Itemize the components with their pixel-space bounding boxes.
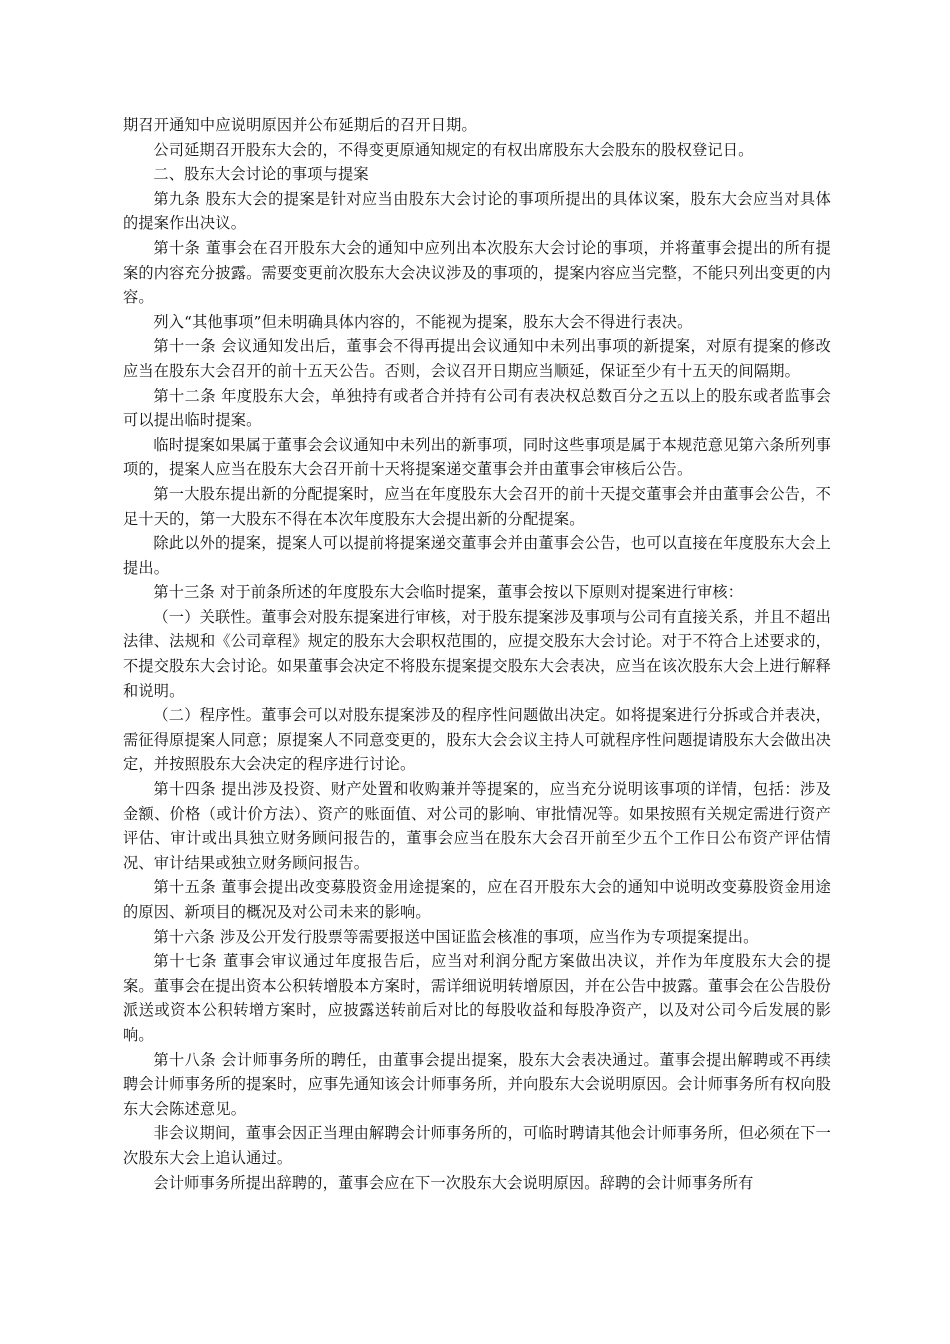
paragraph: 第十七条 董事会审议通过年度报告后，应当对利润分配方案做出决议，并作为年度股东大会的提案。董事会在提出资本公积转增股本方案时，需详细说明转增原因，并在公告中披露。董事会在公告股份派送或资本公积转增方案时，应披露送转前后对比的每股收益和每股净资产，以及对公司今后发展的影响。 — [123, 952, 831, 1044]
paragraph: 第一大股东提出新的分配提案时，应当在年度股东大会召开的前十天提交董事会并由董事会公告，不足十天的，第一大股东不得在本次年度股东大会提出新的分配提案。 — [123, 484, 831, 528]
paragraph: 第九条 股东大会的提案是针对应当由股东大会讨论的事项所提出的具体议案，股东大会应当对具体的提案作出决议。 — [123, 189, 831, 233]
paragraph: 第十八条 会计师事务所的聘任，由董事会提出提案，股东大会表决通过。董事会提出解聘或不再续聘会计师事务所的提案时，应事先通知该会计师事务所，并向股东大会说明原因。会计师事务所有权向股东大会陈述意见。 — [123, 1050, 831, 1118]
paragraph: 第十四条 提出涉及投资、财产处置和收购兼并等提案的，应当充分说明该事项的详情，包括：涉及金额、价格（或计价方法）、资产的账面值、对公司的影响、审批情况等。如果按照有关规定需进行资产评估、审计或出具独立财务顾问报告的，董事会应当在股东大会召开前至少五个工作日公布资产评估情况、审计结果或独立财务顾问报告。 — [123, 780, 831, 872]
paragraph: 除此以外的提案，提案人可以提前将提案递交董事会并由董事会公告，也可以直接在年度股东大会上提出。 — [123, 534, 831, 577]
paragraph: （二）程序性。董事会可以对股东提案涉及的程序性问题做出决定。如将提案进行分拆或合并表决，需征得原提案人同意；原提案人不同意变更的，股东大会会议主持人可就程序性问题提请股东大会做出决定，并按照股东大会决定的程序进行讨论。 — [123, 706, 831, 774]
document-page — [123, 113, 831, 1195]
paragraph: 公司延期召开股东大会的，不得变更原通知规定的有权出席股东大会股东的股权登记日。 — [153, 140, 754, 159]
paragraph: 第十五条 董事会提出改变募股资金用途提案的，应在召开股东大会的通知中说明改变募股资金用途的原因、新项目的概况及对公司未来的影响。 — [123, 878, 831, 921]
paragraph: 临时提案如果属于董事会会议通知中未列出的新事项，同时这些事项是属于本规范意见第六条所列事项的，提案人应当在股东大会召开前十天将提案递交董事会并由董事会审核后公告。 — [123, 435, 831, 479]
section-heading: 二、股东大会讨论的事项与提案 — [153, 165, 369, 184]
paragraph: 列入“其他事项”但未明确具体内容的，不能视为提案，股东大会不得进行表决。 — [153, 312, 693, 331]
paragraph: 第十条 董事会在召开股东大会的通知中应列出本次股东大会讨论的事项，并将董事会提出的所有提案的内容充分披露。需要变更前次股东大会决议涉及的事项的，提案内容应当完整，不能只列出变更的内容。 — [123, 238, 831, 307]
paragraph: 第十二条 年度股东大会，单独持有或者合并持有公司有表决权总数百分之五以上的股东或者监事会可以提出临时提案。 — [123, 386, 831, 430]
paragraph: （一）关联性。董事会对股东提案进行审核，对于股东提案涉及事项与公司有直接关系，并且不超出法律、法规和《公司章程》规定的股东大会职权范围的，应提交股东大会讨论。对于不符合上述要求的，不提交股东大会讨论。如果董事会决定不将股东提案提交股东大会表决，应当在该次股东大会上进行解释和说明。 — [123, 607, 831, 700]
paragraph: 第十六条 涉及公开发行股票等需要报送中国证监会核准的事项，应当作为专项提案提出。 — [153, 927, 759, 946]
paragraph: 第十三条 对于前条所述的年度股东大会临时提案，董事会按以下原则对提案进行审核： — [153, 583, 744, 602]
paragraph: 第十一条 会议通知发出后，董事会不得再提出会议通知中未列出事项的新提案，对原有提案的修改应当在股东大会召开的前十五天公告。否则，会议召开日期应当顺延，保证至少有十五天的间隔期。 — [123, 337, 831, 380]
paragraph: 期召开通知中应说明原因并公布延期后的召开日期。 — [123, 116, 477, 134]
paragraph: 会计师事务所提出辞聘的，董事会应在下一次股东大会说明原因。辞聘的会计师事务所有 — [153, 1173, 754, 1192]
paragraph: 非会议期间，董事会因正当理由解聘会计师事务所的，可临时聘请其他会计师事务所，但必须在下一次股东大会上追认通过。 — [123, 1124, 831, 1167]
